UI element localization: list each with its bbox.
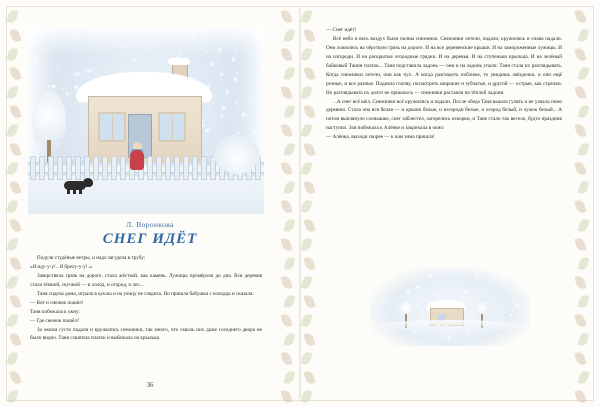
page-number: 36: [146, 381, 154, 389]
paragraph: ...А снег всё шёл. Снежинки всё кружились и падали. После обеда Таня вышла гулять и не узнала свою деревню. Стала она вся белая — и крыши белые, и изгороди белые, и огород белый, и лужок белый... А потом выплянуло солнышко, снег заблестел, загорелись искорки, и Тане стало так весело, будто праздник наступил. Зоя побежала к Алёнке и закричала в окно:: [326, 98, 562, 132]
paragraph: — Где снежок пошёл?: [30, 317, 80, 324]
vignette-illustration: [370, 268, 530, 346]
paragraph: Всё небо и весь воздух были полны снежинок. Снежинки летели, падали, кружились и снова падали. Они ложились на чёрствую грязь на дороге. И на все деревенские крыши. И на замороженные лужицы. И на изгороди. И на раскрытые огородные грядки. И на деревья. И на ступеньки крыльца. И на зелёный байковый Танин платок... Таня подставила ладонь — они и на ладонь упали. Таня стала их разглядывать. Когда снежинки летели, они как пух. А когда разглядеть поближе, то увидишь звёздочки, и они ещё резные, и все разные. Подняла голову, посмотреть широкие и зубчатые, и другой — острые, как стрелки. Но разглядывать их долго не пришлось — снежинки растаяли на тёплой ладони.: [326, 35, 562, 96]
paragraph: Таня сидела дома, играла в куклы и на улицу не глядела. Но пришла бабушка с колодца и сказала:: [37, 290, 254, 297]
book-gutter: [299, 8, 301, 399]
paragraph: «Я иду-у-у!.. Я брелу-у-у!..»: [30, 263, 93, 270]
story-title: СНЕГ ИДЁТ: [102, 231, 198, 247]
paragraph: Таня побежала к окну:: [30, 308, 80, 315]
left-page-text: [30, 254, 262, 343]
paragraph: Зачерствела грязь на дороге, стала жёсткой, как камень. Лужицы промёрзли до дна. Вся деревня стала тёмной, скучной — и холод, и огород, и лес...: [30, 272, 262, 288]
bush-icon: [214, 134, 260, 174]
paragraph: — Алёнка, выходи скорее — к нам зима пришла!: [326, 134, 435, 141]
paragraph: — Вот и снежок пошёл!: [30, 299, 84, 306]
paragraph: За окном густо падали и кружились снежинки, так много, что сквозь них даже соседнего двора не было видно. Таня схватила платок и выбежала на крыльцо.: [30, 326, 262, 342]
girl-figure: [128, 140, 146, 174]
paragraph: Подули студёные ветры, и надо загудела в трубу:: [37, 255, 146, 261]
story-author: Л. Воронкова: [126, 220, 174, 229]
vignette-ground: [376, 320, 524, 332]
dog-figure: [64, 178, 94, 194]
right-page-text: [326, 26, 562, 142]
right-page: [300, 0, 600, 407]
main-illustration: [28, 28, 264, 214]
paragraph: — Снег идёт!: [326, 27, 357, 33]
